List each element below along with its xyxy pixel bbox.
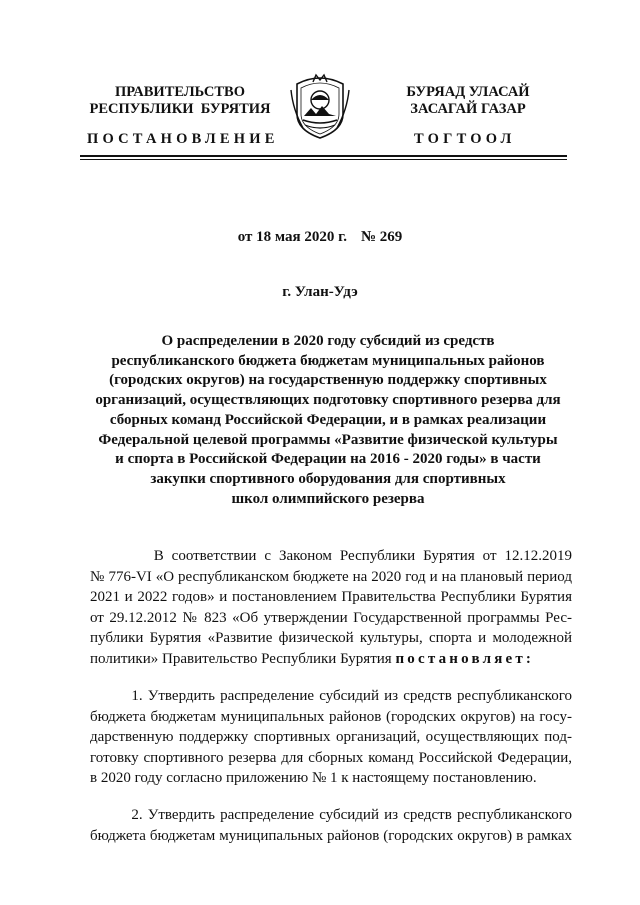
title-line: закупки спортивного оборудования для спортивных <box>150 470 506 487</box>
title-line: и спорта в Российской Федерации на 2016 - 2020 годы» в части <box>115 451 541 468</box>
paragraph-line: 1. Утвердить распределение субсидий из средств республиканского <box>90 688 572 704</box>
paragraph-line: бюджета бюджетам муниципальных районов (городских округов) на госу- <box>90 708 572 725</box>
government-name-russian <box>80 84 280 118</box>
government-name-buryat <box>378 84 558 118</box>
document-city: г. Улан-Удэ <box>282 284 358 300</box>
title-line: (городских округов) на государственную поддержку спортивных <box>109 372 547 389</box>
title-line: О распределении в 2020 году субсидий из средств <box>161 333 495 349</box>
header-left-line-1: ПРАВИТЕЛЬСТВО <box>115 84 245 100</box>
paragraph-line: В соответствии с Законом Республики Бурятия от 12.12.2019 <box>90 548 572 564</box>
document-number: № 269 <box>360 229 403 245</box>
paragraph-line: 2. Утвердить распределение субсидий из средств республиканского <box>90 807 572 823</box>
paragraph-line: от 29.12.2012 № 823 «Об утверждении Государственной программы Рес- <box>90 609 572 626</box>
decree-word: постановляет: <box>395 650 535 667</box>
paragraph-line: дарственную поддержку спортивных организаций, осуществляющих под- <box>90 729 572 745</box>
coat-of-arms-icon <box>289 70 351 140</box>
preamble-last-text: политики» Правительство Республики Бурятия <box>90 650 396 667</box>
title-line: организаций, осуществляющих подготовку спортивного резерва для <box>95 392 561 409</box>
preamble-paragraph <box>90 546 572 669</box>
document-title <box>90 332 566 509</box>
doc-type-buryat: ТОГТООЛ <box>414 131 516 147</box>
paragraph-line-last <box>90 649 572 670</box>
title-line: Федеральной целевой программы «Развитие физической культуры <box>98 431 558 448</box>
title-line: республиканского бюджета бюджетам муниципальных районов <box>111 352 545 369</box>
item-1-paragraph <box>90 686 572 789</box>
title-line: сборных команд Российской Федерации, и в рамках реализации <box>109 411 547 428</box>
paragraph-line: № 776-VI «О республиканском бюджете на 2020 год и на плановый период <box>90 568 572 585</box>
header-left-line-2: РЕСПУБЛИКИ БУРЯТИЯ <box>89 101 271 117</box>
paragraph-line: 2021 и 2022 годов» и постановлением Правительства Республики Бурятия <box>90 589 572 605</box>
paragraph-line-last: в 2020 году согласно приложению № 1 к настоящему постановлению. <box>90 770 537 786</box>
paragraph-line: публики Бурятия «Развитие физической культуры, спорта и молодежной <box>90 630 572 646</box>
paragraph-line: бюджета бюджетам муниципальных районов (городских округов) в рамках <box>90 827 572 844</box>
doc-type-russian: ПОСТАНОВЛЕНИЕ <box>87 131 279 147</box>
document-date: от 18 мая 2020 г. <box>237 229 347 245</box>
header-right-line-2: ЗАСАГАЙ ГАЗАР <box>410 101 526 117</box>
header-divider <box>80 155 567 157</box>
item-2-paragraph <box>90 805 572 846</box>
header-right-line-1: БУРЯАД УЛАСАЙ <box>406 84 530 100</box>
title-line: школ олимпийского резерва <box>231 490 425 507</box>
paragraph-line: готовку спортивного резерва для сборных команд Российской Федерации, <box>90 749 572 766</box>
header-divider-thin <box>80 159 567 160</box>
document-date-number <box>0 229 640 246</box>
